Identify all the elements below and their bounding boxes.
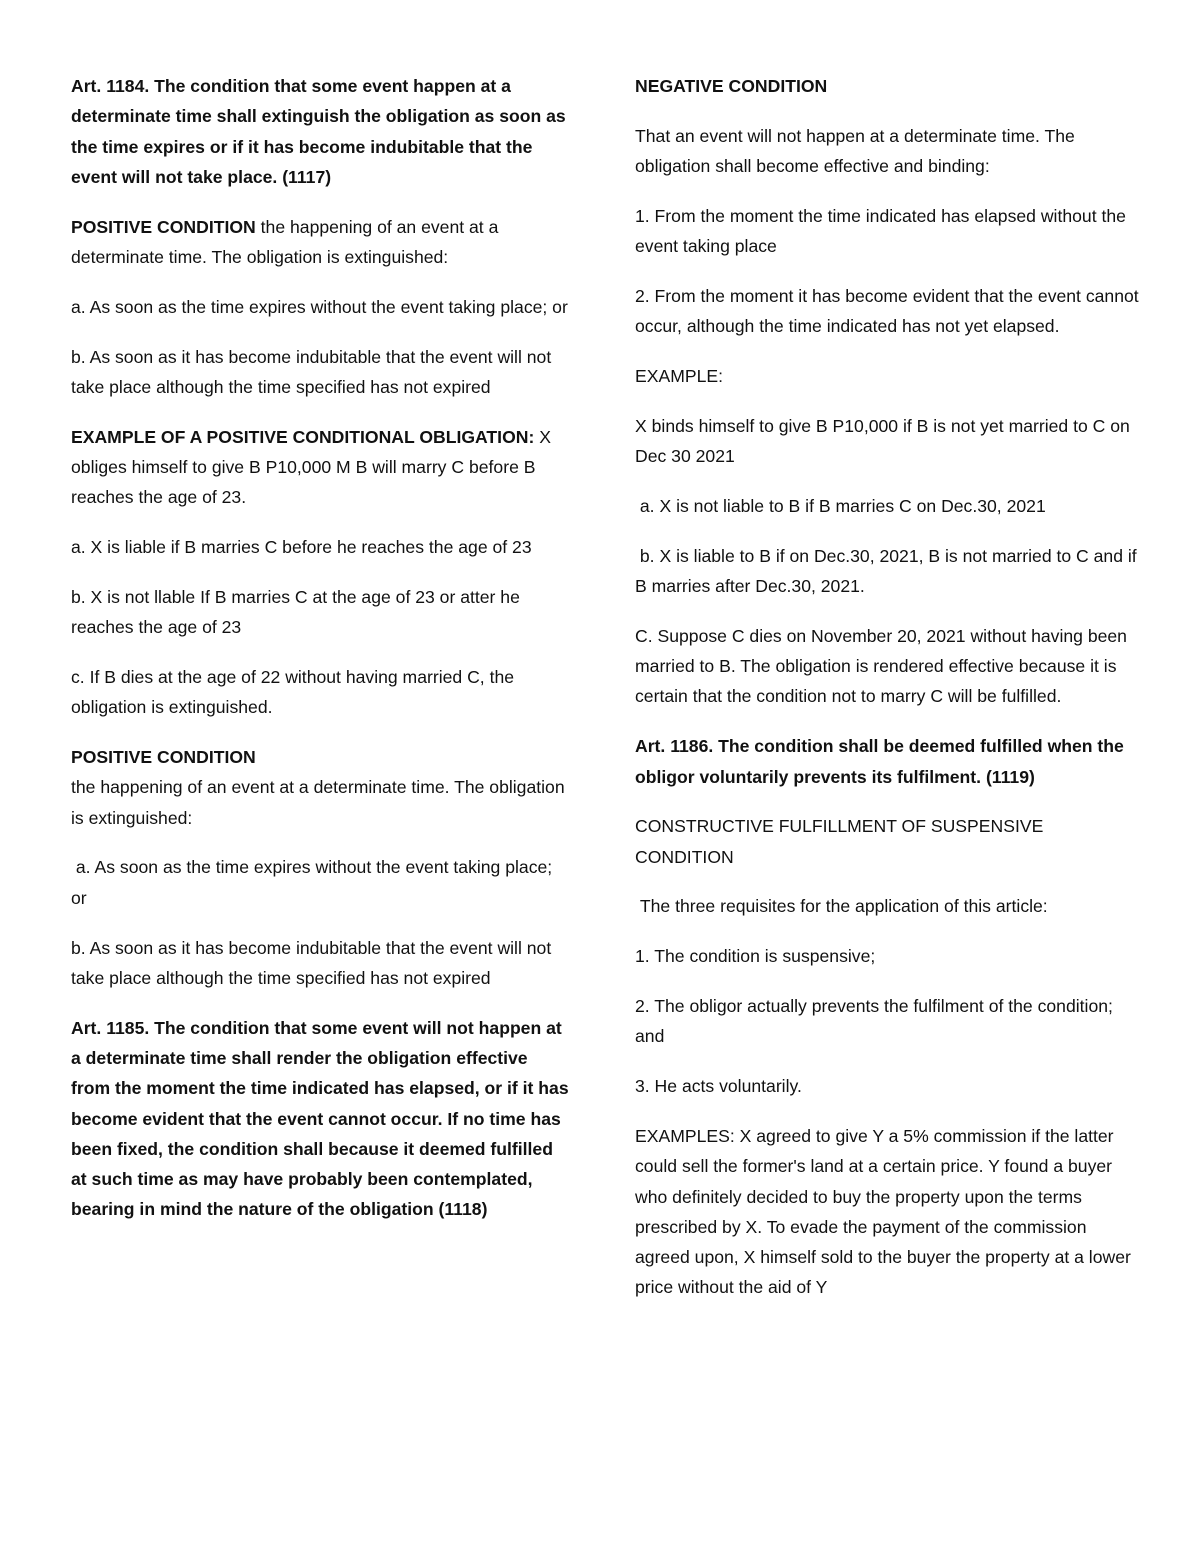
positive-example-item-a: a. X is liable if B marries C before he reaches the age of 23 bbox=[71, 537, 532, 558]
article-1186-text: The condition shall be deemed fulfilled when the obligor voluntarily prevents its fulfilment. (1119) bbox=[635, 736, 1129, 787]
positive-condition-item-b: b. As soon as it has become indubitable that the event will not take place although the time specified has not expired bbox=[71, 346, 552, 397]
example-item-b: b. X is liable to B if on Dec.30, 2021, B is not married to C and if B marries after Dec.30, 2021. bbox=[635, 545, 1142, 597]
left-column bbox=[71, 71, 574, 1244]
negative-condition-text: That an event will not happen at a determinate time. The obligation shall become effective and binding: bbox=[635, 125, 1075, 177]
positive-condition-text: the happening of an event at a determinate time. The obligation is extinguished: bbox=[71, 216, 504, 267]
requisite-3: 3. He acts voluntarily. bbox=[635, 1076, 802, 1097]
example-label: EXAMPLE: bbox=[635, 366, 724, 387]
article-1186 bbox=[635, 731, 1140, 792]
positive-condition-heading: POSITIVE CONDITION bbox=[71, 216, 256, 237]
positive-condition-repeat-item-a: a. As soon as the time expires without the event taking place; or bbox=[71, 857, 558, 908]
right-column bbox=[635, 71, 1140, 1322]
positive-condition-repeat-heading: POSITIVE CONDITION bbox=[71, 747, 256, 768]
article-1184-label: Art. 1184. bbox=[71, 76, 150, 96]
constructive-fulfillment-heading: CONSTRUCTIVE FULFILLMENT OF SUSPENSIVE CONDITION bbox=[635, 816, 1044, 867]
positive-condition-definition bbox=[71, 212, 571, 273]
article-1184-text: The condition that some event happen at a determinate time shall extinguish the obligation as soon as the time expires or if it has become indubitable that the event will not take place. (1117) bbox=[71, 76, 571, 187]
article-1185 bbox=[71, 1013, 574, 1225]
positive-condition-repeat-item-b: b. As soon as it has become indubitable that the event will not take place although the time specified has not expired bbox=[71, 937, 552, 988]
requisite-1: 1. The condition is suspensive; bbox=[635, 946, 876, 967]
negative-condition-heading: NEGATIVE CONDITION bbox=[635, 76, 828, 96]
negative-condition-item-2: 2. From the moment it has become evident that the event cannot occur, although the time indicated has not yet elapsed. bbox=[635, 285, 1139, 337]
positive-condition-repeat bbox=[71, 742, 571, 833]
positive-condition-repeat-text: the happening of an event at a determinate time. The obligation is extinguished: bbox=[71, 777, 565, 828]
article-1185-text: The condition that some event will not happen at a determinate time shall render the obligation effective from the moment the time indicated has elapsed, or if it has become evident that the event cannot occur. If no time has been fixed, the condition shall because it deemed fulfilled at such time as may have probably been contemplated, bearing in mind the nature of the obligation (1118) bbox=[71, 1017, 574, 1220]
requisite-2: 2. The obligor actually prevents the fulfilment of the condition; and bbox=[635, 996, 1113, 1047]
positive-example-item-c: c. If B dies at the age of 22 without having married C, the obligation is extinguished. bbox=[71, 666, 515, 718]
positive-example-heading: EXAMPLE OF A POSITIVE CONDITIONAL OBLIGATION: bbox=[71, 426, 535, 447]
positive-example-item-b: b. X is not llable If B marries C at the age of 23 or atter he reaches the age of 23 bbox=[71, 586, 520, 638]
requisites-intro: The three requisites for the application of this article: bbox=[635, 896, 1048, 917]
example-text: X binds himself to give B P10,000 if B is not yet married to C on Dec 30 2021 bbox=[635, 415, 1130, 467]
negative-condition-item-1: 1. From the moment the time indicated has elapsed without the event taking place bbox=[635, 205, 1126, 257]
positive-condition-item-a: a. As soon as the time expires without the event taking place; or bbox=[71, 296, 568, 317]
examples-text: EXAMPLES: X agreed to give Y a 5% commission if the latter could sell the former's land at a certain price. Y found a buyer who definitely decided to buy the property upon the terms prescribed by X. To evade the payment of the commission agreed upon, X himself sold to the buyer the property at a lower price without the aid of Y bbox=[635, 1125, 1131, 1298]
example-item-c: C. Suppose C dies on November 20, 2021 without having been married to B. The obligation is rendered effective because it is certain that the condition not to marry C will be fulfilled. bbox=[635, 625, 1127, 707]
example-item-a: a. X is not liable to B if B marries C on Dec.30, 2021 bbox=[635, 495, 1046, 516]
positive-example bbox=[71, 422, 571, 513]
article-1185-label: Art. 1185. bbox=[71, 1017, 150, 1038]
article-1184 bbox=[71, 71, 571, 192]
positive-example-text: X obliges himself to give B P10,000 M B will marry C before B reaches the age of 23. bbox=[71, 426, 556, 508]
article-1186-label: Art. 1186. bbox=[635, 736, 714, 757]
